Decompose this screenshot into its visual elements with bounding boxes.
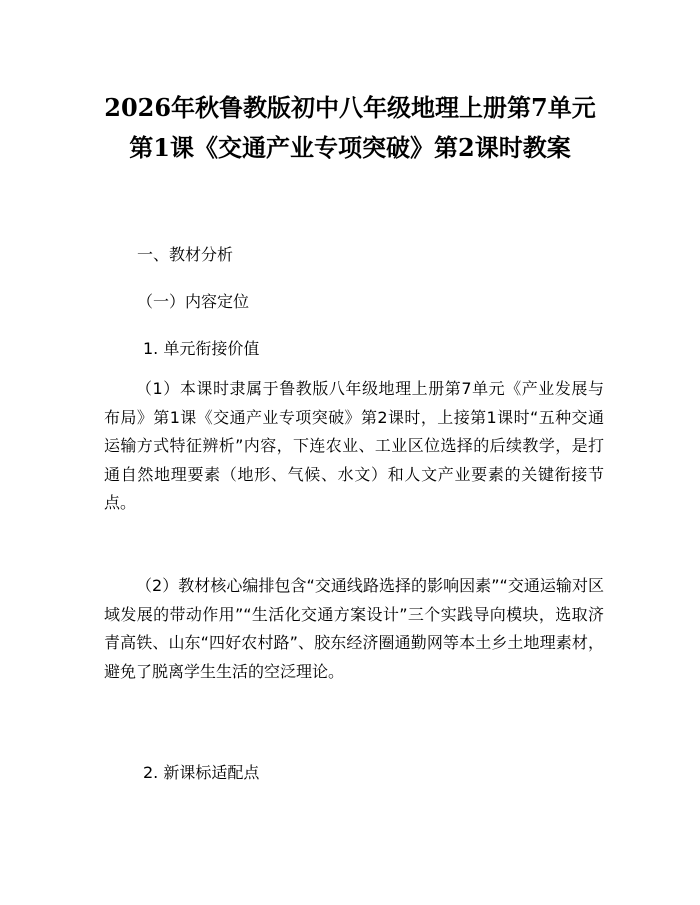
item-heading-unit-connection: 1. 单元衔接价值 bbox=[143, 339, 260, 358]
document-title: 2026年秋鲁教版初中八年级地理上册第7单元第1课《交通产业专项突破》第2课时教案 bbox=[104, 93, 596, 162]
item-heading-curriculum-fit: 2. 新课标适配点 bbox=[143, 763, 260, 782]
paragraph-1: （1）本课时隶属于鲁教版八年级地理上册第7单元《产业发展与布局》第1课《交通产业专项突破》第2课时，上接第1课时“五种交通运输方式特征辨析”内容，下连农业、工业区位选择的后续教学，是打通自然地理要素（地形、气候、水文）和人文产业要素的关键衔接节点。 bbox=[104, 379, 604, 512]
paragraph-2: （2）教材核心编排包含“交通线路选择的影响因素”“交通运输对区域发展的带动作用”“生活化交通方案设计”三个实践导向模块，选取济青高铁、山东“四好农村路”、胶东经济圈通勤网等本土乡土地理素材，避免了脱离学生生活的空泛理论。 bbox=[104, 576, 604, 681]
section-heading: 一、教材分析 bbox=[137, 245, 234, 264]
subsection-heading: （一）内容定位 bbox=[137, 292, 250, 311]
